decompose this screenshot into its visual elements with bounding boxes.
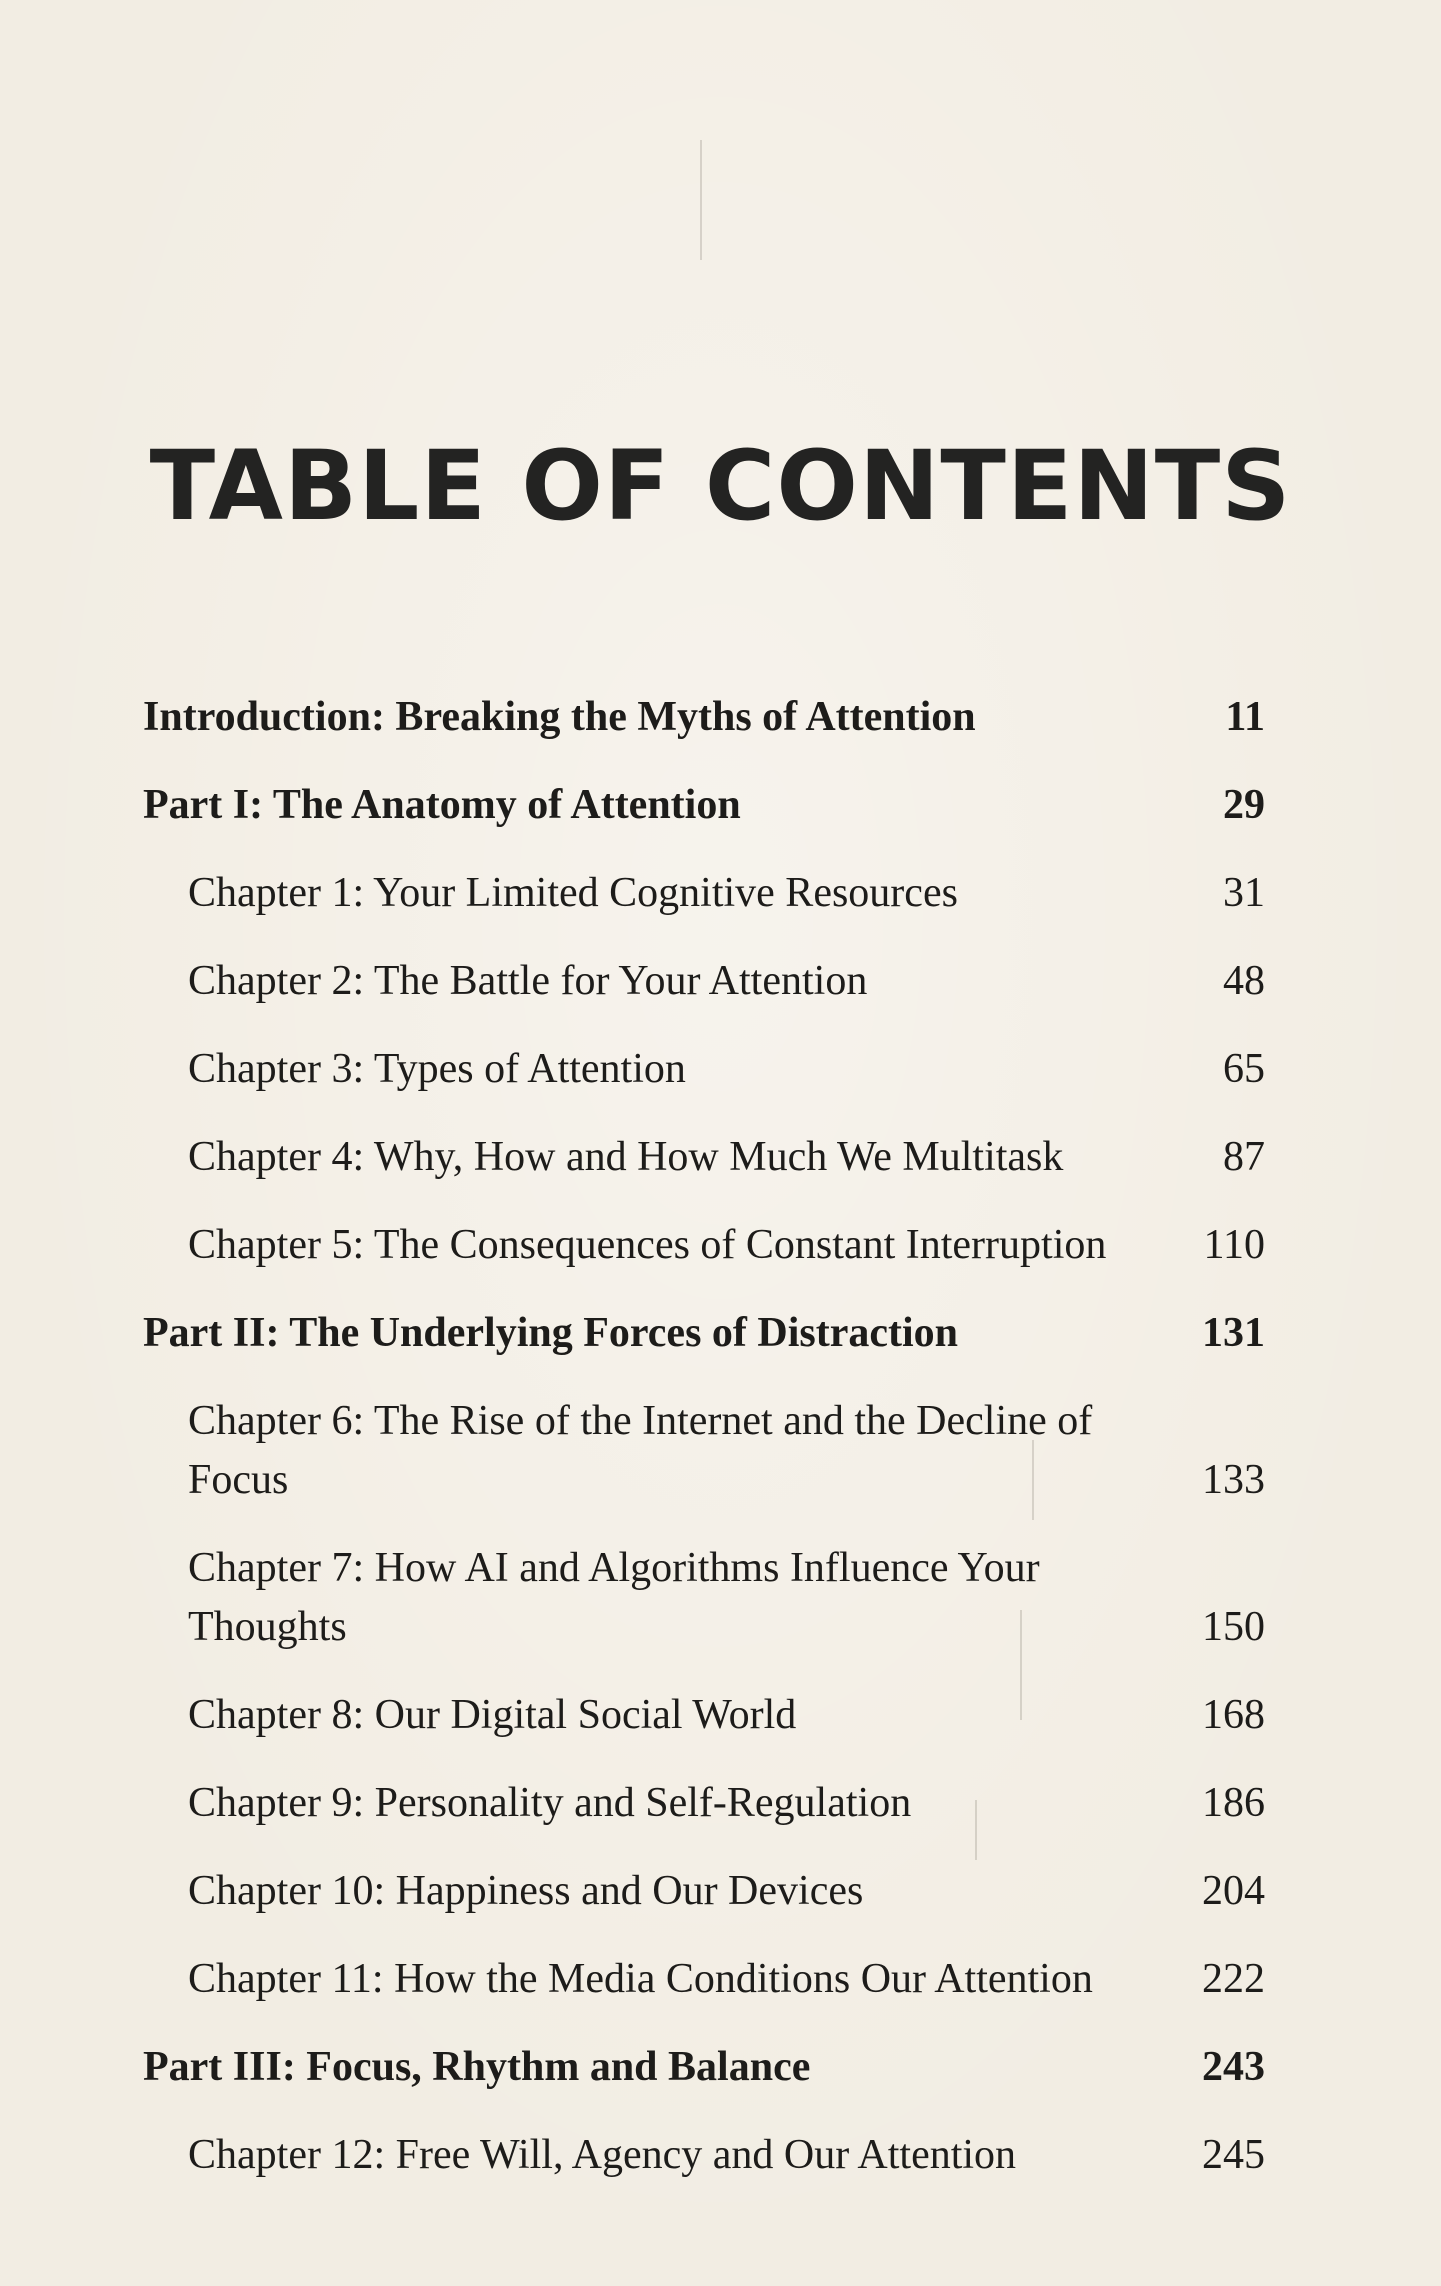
toc-entry-label: Chapter 3: Types of Attention bbox=[188, 1046, 686, 1092]
toc-page-number: 87 bbox=[1223, 1134, 1265, 1180]
toc-page-number: 11 bbox=[1225, 694, 1265, 740]
toc-entry-label: Chapter 4: Why, How and How Much We Multitask bbox=[188, 1134, 1064, 1180]
toc-page-number: 29 bbox=[1223, 782, 1265, 828]
toc-page-number: 204 bbox=[1202, 1868, 1265, 1914]
toc-entry-chapter-3 bbox=[143, 1040, 1265, 1099]
page-title: TABLE OF CONTENTS bbox=[149, 430, 1292, 542]
toc-page-number: 31 bbox=[1223, 870, 1265, 916]
toc-page-number: 186 bbox=[1202, 1780, 1265, 1826]
toc-entry-chapter-10 bbox=[143, 1862, 1265, 1921]
toc-entry-label: Chapter 12: Free Will, Agency and Our Attention bbox=[188, 2132, 1017, 2178]
paper-mark bbox=[700, 140, 702, 260]
toc-page-number: 131 bbox=[1202, 1310, 1265, 1356]
toc-entry-chapter-4 bbox=[143, 1128, 1265, 1187]
toc-entry-part-2 bbox=[143, 1304, 1265, 1363]
toc-entry-chapter-7 bbox=[143, 1539, 1265, 1657]
toc-entry-chapter-5 bbox=[143, 1216, 1265, 1275]
toc-entry-chapter-9 bbox=[143, 1774, 1265, 1833]
toc-entry-label: Chapter 5: The Consequences of Constant Interruption bbox=[188, 1222, 1107, 1268]
toc-page-number: 48 bbox=[1223, 958, 1265, 1004]
toc-entry-label: Chapter 2: The Battle for Your Attention bbox=[188, 958, 868, 1004]
toc-page-number: 222 bbox=[1202, 1956, 1265, 2002]
toc-entry-introduction bbox=[143, 688, 1265, 747]
toc-entry-chapter-11 bbox=[143, 1950, 1265, 2009]
toc-entry-label: Chapter 6: The Rise of the Internet and the Decline of Focus bbox=[188, 1398, 1093, 1503]
toc-entry-label: Chapter 8: Our Digital Social World bbox=[188, 1692, 797, 1738]
toc-entry-chapter-6 bbox=[143, 1392, 1265, 1510]
toc-entry-label: Chapter 9: Personality and Self-Regulation bbox=[188, 1780, 912, 1826]
toc-entry-label: Part I: The Anatomy of Attention bbox=[143, 782, 741, 828]
toc-entry-label: Part II: The Underlying Forces of Distraction bbox=[143, 1310, 959, 1356]
toc-entry-label: Introduction: Breaking the Myths of Attention bbox=[143, 694, 976, 740]
toc-entry-part-3 bbox=[143, 2038, 1265, 2097]
toc-page-number: 150 bbox=[1202, 1604, 1265, 1650]
toc-entry-chapter-1 bbox=[143, 864, 1265, 923]
toc-page-number: 245 bbox=[1202, 2132, 1265, 2178]
toc-entry-label: Part III: Focus, Rhythm and Balance bbox=[143, 2044, 811, 2090]
toc-list bbox=[143, 688, 1265, 2214]
toc-entry-chapter-2 bbox=[143, 952, 1265, 1011]
toc-page-number: 65 bbox=[1223, 1046, 1265, 1092]
toc-entry-part-1 bbox=[143, 776, 1265, 835]
toc-entry-label: Chapter 11: How the Media Conditions Our Attention bbox=[188, 1956, 1093, 2002]
toc-page-number: 168 bbox=[1202, 1692, 1265, 1738]
toc-entry-chapter-8 bbox=[143, 1686, 1265, 1745]
toc-page-number: 133 bbox=[1202, 1457, 1265, 1503]
toc-entry-label: Chapter 1: Your Limited Cognitive Resources bbox=[188, 870, 958, 916]
toc-page-number: 110 bbox=[1203, 1222, 1265, 1268]
toc-entry-chapter-12 bbox=[143, 2126, 1265, 2185]
toc-entry-label: Chapter 10: Happiness and Our Devices bbox=[188, 1868, 864, 1914]
toc-page-number: 243 bbox=[1202, 2044, 1265, 2090]
toc-entry-label: Chapter 7: How AI and Algorithms Influence Your Thoughts bbox=[188, 1545, 1040, 1650]
